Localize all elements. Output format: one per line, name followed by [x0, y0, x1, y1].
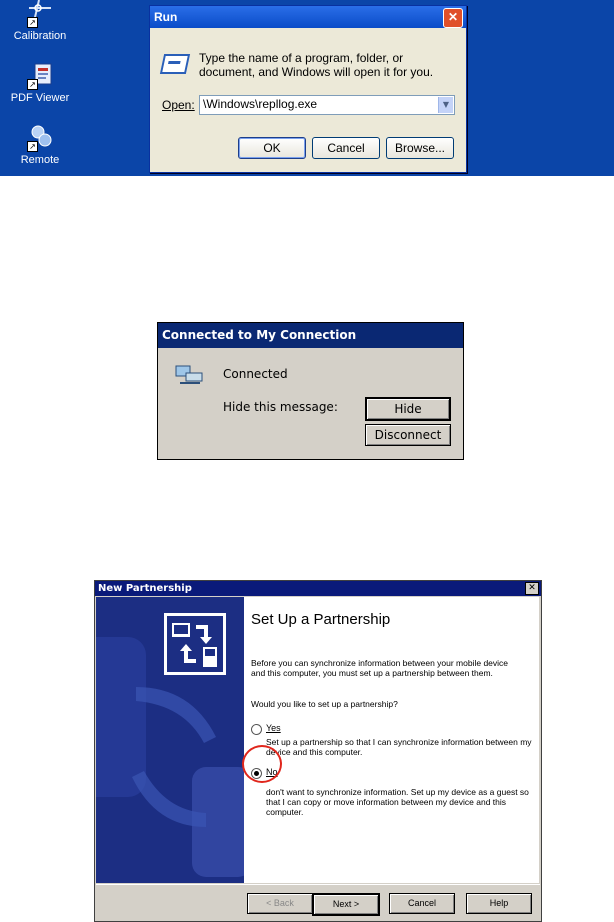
cancel-button[interactable]: Cancel [312, 137, 380, 159]
calibration-icon: ↗ [25, 0, 55, 28]
wizard-side-graphic [96, 597, 244, 883]
desktop-icon-label: Remote [20, 154, 60, 166]
desktop-icon-pdf-viewer[interactable] [2, 62, 78, 104]
connection-title: Connected to My Connection [158, 323, 463, 348]
highlight-circle [242, 745, 282, 783]
open-combobox[interactable] [199, 95, 455, 115]
run-description: Type the name of a program, folder, or document, and Windows will open it for you. [199, 51, 434, 79]
cancel-button[interactable]: Cancel [389, 893, 455, 914]
help-button[interactable]: Help [466, 893, 532, 914]
intro-text: Before you can synchronize information between your mobile device and this computer, you must set up a partnership between them. [251, 658, 509, 678]
new-partnership-dialog [94, 580, 542, 922]
question-text: Would you like to set up a partnership? [251, 699, 398, 709]
desktop-icon-remote[interactable] [2, 124, 78, 166]
no-label[interactable]: No [266, 767, 278, 777]
remote-icon: ↗ [25, 124, 55, 152]
yes-radio[interactable] [251, 724, 262, 735]
ok-button[interactable]: OK [238, 137, 306, 159]
back-button[interactable]: < Back [247, 893, 313, 914]
close-icon[interactable]: ✕ [443, 8, 463, 28]
desktop-area [0, 0, 614, 176]
open-input[interactable]: \Windows\repllog.exe [203, 97, 318, 111]
browse-button[interactable]: Browse... [386, 137, 454, 159]
disconnect-button[interactable]: Disconnect [365, 424, 451, 446]
close-icon[interactable]: ✕ [525, 582, 539, 595]
run-program-icon [160, 54, 190, 74]
next-button[interactable]: Next > [312, 893, 380, 916]
yes-label[interactable]: Yes [266, 723, 281, 733]
run-dialog [149, 5, 467, 173]
hide-button[interactable]: Hide [365, 397, 451, 421]
partnership-title: New Partnership [98, 583, 192, 594]
connection-dialog [157, 322, 464, 460]
wizard-content [244, 597, 539, 883]
desktop-icon-label: Calibration [13, 30, 67, 42]
connection-status: Connected [223, 367, 288, 381]
desktop-icon-label: PDF Viewer [10, 92, 70, 104]
open-label: Open: [162, 98, 195, 112]
page-title: Set Up a Partnership [251, 611, 391, 628]
hide-message-label: Hide this message: [223, 400, 338, 414]
no-description: don't want to synchronize information. Set up my device as a guest so that I can copy or move information between my device and this computer. [266, 787, 529, 817]
partnership-title-bar[interactable] [95, 581, 541, 596]
wizard-footer [96, 884, 540, 921]
network-connection-icon [174, 363, 204, 387]
chevron-down-icon[interactable]: ▼ [438, 97, 453, 113]
pdf-viewer-icon: ↗ [25, 62, 55, 90]
desktop-icon-calibration[interactable] [2, 0, 78, 42]
run-title: Run [154, 10, 178, 24]
run-title-bar[interactable] [150, 6, 466, 28]
yes-description: Set up a partnership so that I can synchronize information between my device and this computer. [266, 737, 532, 757]
